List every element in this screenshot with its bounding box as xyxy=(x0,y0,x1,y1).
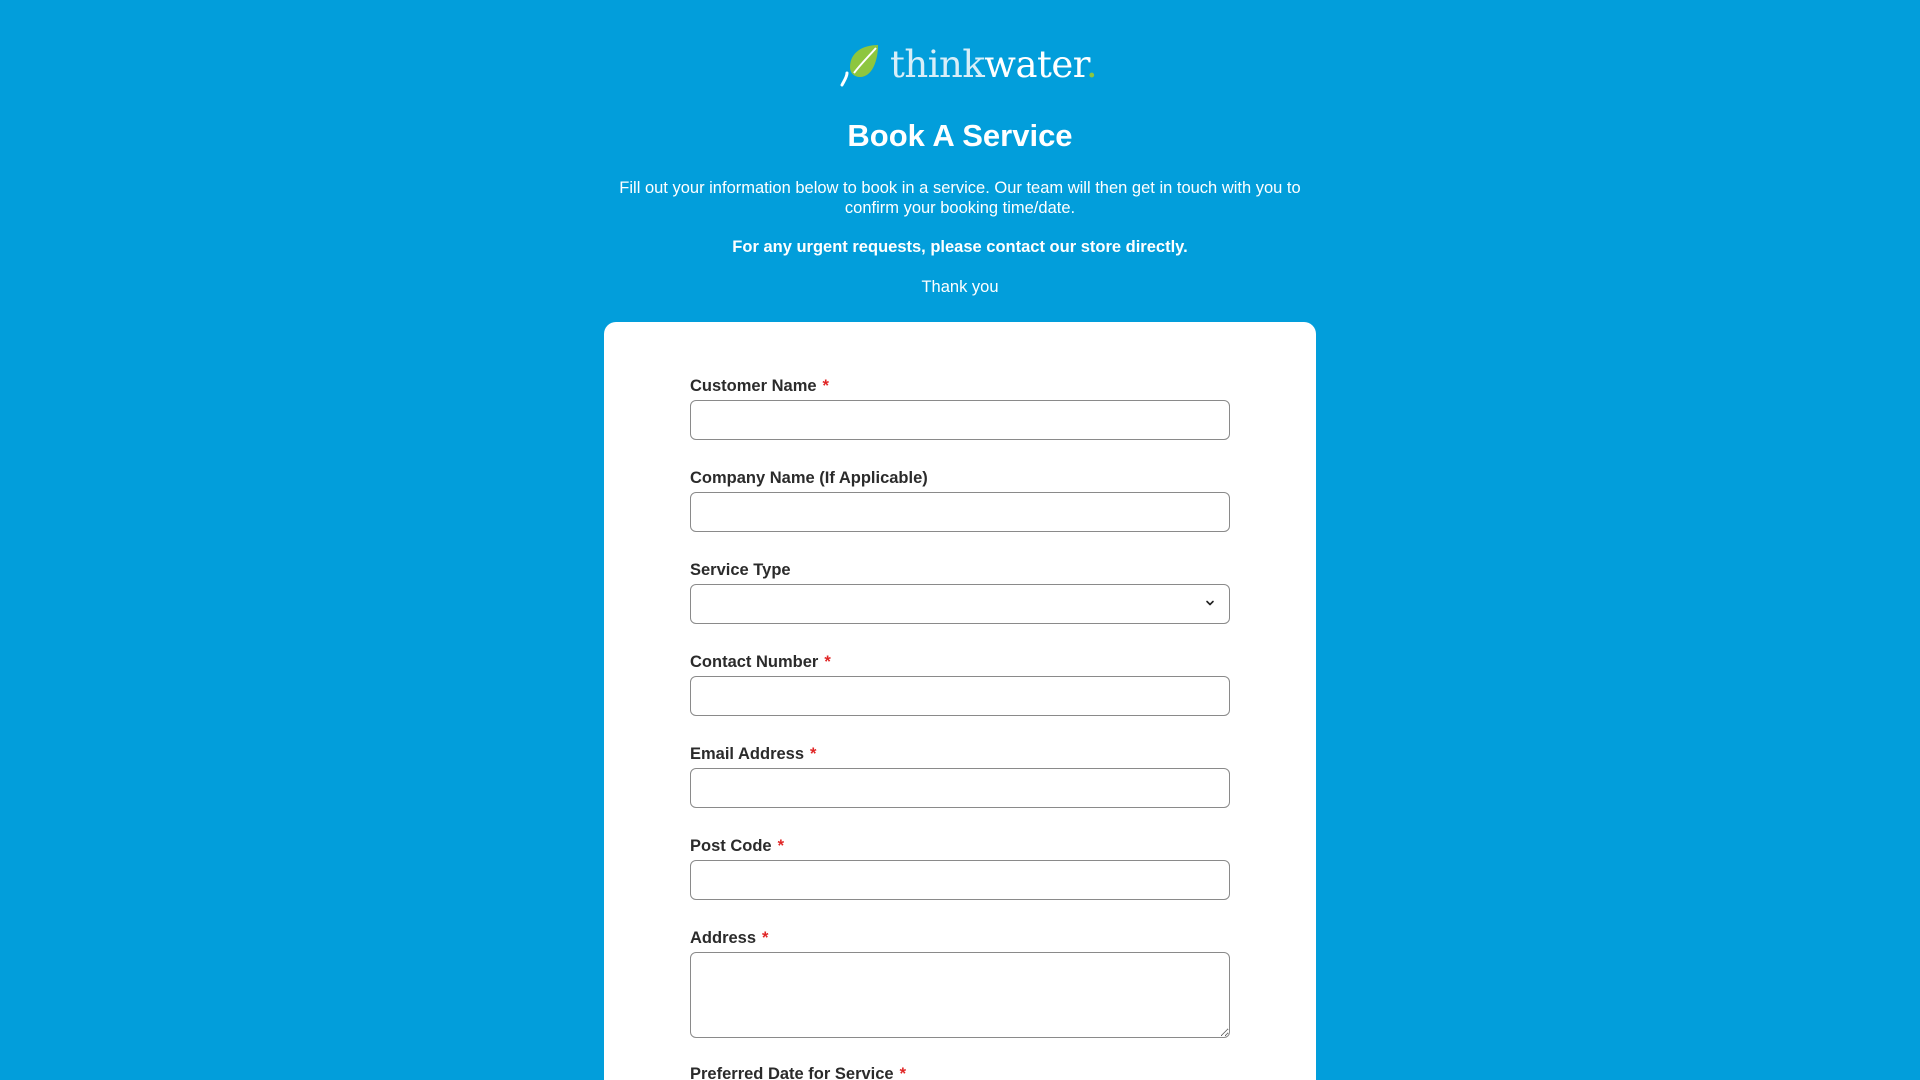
service-type-select-wrap xyxy=(690,584,1230,624)
preferred-date-group xyxy=(690,1062,1230,1080)
intro-text: Fill out your information below to book in a service. Our team will then get in touch with you to confirm your booking time/date. xyxy=(619,179,1301,217)
address-group xyxy=(690,926,1230,1038)
preferred-date-label xyxy=(690,1062,1230,1080)
leaf-drop-icon xyxy=(838,41,884,87)
thank-you-text: Thank you xyxy=(921,278,999,296)
service-type-group xyxy=(690,558,1230,624)
email-address-label xyxy=(690,742,1230,766)
logo-water: water xyxy=(984,42,1086,86)
logo-dot: . xyxy=(1085,42,1098,86)
address-label xyxy=(690,926,1230,950)
required-asterisk: * xyxy=(824,653,831,671)
address-label-text: Address xyxy=(690,929,757,947)
customer-name-label-text: Customer Name xyxy=(690,377,817,395)
contact-number-label-text: Contact Number xyxy=(690,653,819,671)
required-asterisk: * xyxy=(777,837,785,855)
required-asterisk: * xyxy=(810,745,817,763)
post-code-group xyxy=(690,834,1230,900)
customer-name-input[interactable] xyxy=(690,400,1230,440)
contact-number-input[interactable] xyxy=(690,676,1230,716)
logo-think: think xyxy=(890,42,985,86)
required-asterisk: * xyxy=(762,929,769,947)
booking-form-card xyxy=(604,322,1316,1080)
post-code-label-text: Post Code xyxy=(690,837,772,855)
customer-name-label xyxy=(690,374,1230,398)
post-code-label xyxy=(690,834,1230,858)
service-type-select[interactable] xyxy=(690,584,1230,624)
required-asterisk: * xyxy=(822,377,829,395)
company-name-input[interactable] xyxy=(690,492,1230,532)
email-address-label-text: Email Address xyxy=(690,745,805,763)
company-name-group xyxy=(690,466,1230,532)
required-asterisk: * xyxy=(899,1065,907,1080)
page-title: Book A Service xyxy=(847,118,1073,153)
customer-name-group xyxy=(690,374,1230,440)
contact-number-label xyxy=(690,650,1230,674)
company-name-label: Company Name (If Applicable) xyxy=(690,469,928,487)
contact-number-group xyxy=(690,650,1230,716)
urgent-notice: For any urgent requests, please contact our store directly. xyxy=(732,238,1188,256)
thinkwater-logo[interactable] xyxy=(838,38,1098,90)
email-address-input[interactable] xyxy=(690,768,1230,808)
post-code-input[interactable] xyxy=(690,860,1230,900)
email-address-group xyxy=(690,742,1230,808)
logo-wordmark xyxy=(890,42,1098,86)
address-textarea[interactable] xyxy=(690,952,1230,1038)
service-type-label: Service Type xyxy=(690,561,791,579)
preferred-date-label-text: Preferred Date for Service xyxy=(690,1065,894,1080)
